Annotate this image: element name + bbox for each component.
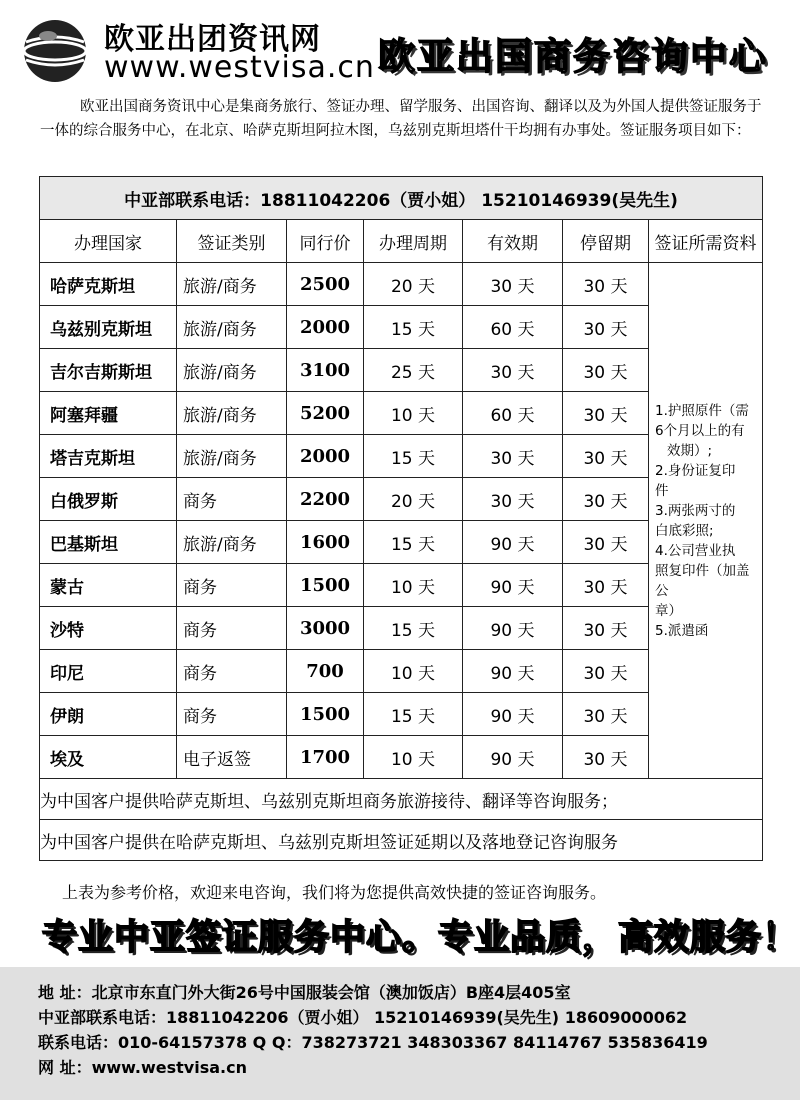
contact-row [40,177,763,220]
cell-period: 15 天 [364,306,463,349]
cell-price: 700 [287,650,364,693]
table-header-row [40,220,763,263]
cell-type: 旅游/商务 [177,521,287,564]
service-note-2: 为中国客户提供在哈萨克斯坦、乌兹别克斯坦签证延期以及落地登记咨询服务 [40,820,763,861]
cell-country: 蒙古 [40,564,177,607]
intro-paragraph: 欧亚出国商务资讯中心是集商务旅行、签证办理、留学服务、出国咨询、翻译以及为外国人提供签证服务于一体的综合服务中心，在北京、哈萨克斯坦阿拉木图，乌兹别克斯坦塔什干均拥有办事处。签证服务项目如下： [40,99,762,139]
cell-type: 商务 [177,478,287,521]
cell-period: 25 天 [364,349,463,392]
cell-stay: 30 天 [563,349,649,392]
col-header-type: 签证类别 [177,220,287,263]
cell-country: 吉尔吉斯斯坦 [40,349,177,392]
col-header-validity: 有效期 [463,220,563,263]
doc-item-3a: 3.两张两寸的 [655,502,736,519]
cell-type: 商务 [177,693,287,736]
cell-stay: 30 天 [563,607,649,650]
cell-country: 巴基斯坦 [40,521,177,564]
cell-type: 商务 [177,650,287,693]
cell-period: 15 天 [364,435,463,478]
cell-validity: 90 天 [463,693,563,736]
col-header-stay: 停留期 [563,220,649,263]
cell-type: 商务 [177,564,287,607]
cell-type: 旅游/商务 [177,306,287,349]
cell-country: 乌兹别克斯坦 [40,306,177,349]
price-footnote: 上表为参考价格，欢迎来电咨询，我们将为您提供高效快捷的签证咨询服务。 [62,883,607,902]
cell-stay: 30 天 [563,564,649,607]
col-header-documents: 签证所需资料 [649,220,763,263]
footer-dept-phone: 中亚部联系电话：18811042206（贾小姐） 15210146939(吴先生) 18609000062 [38,1008,688,1027]
doc-item-4a: 4.公司营业执 [655,542,736,559]
cell-period: 10 天 [364,650,463,693]
cell-stay: 30 天 [563,392,649,435]
center-title: 欧亚出国商务咨询中心 [378,34,768,78]
cell-validity: 60 天 [463,306,563,349]
cell-stay: 30 天 [563,521,649,564]
cell-country: 哈萨克斯坦 [40,263,177,306]
cell-type: 旅游/商务 [177,263,287,306]
doc-item-4b: 照复印件（加盖公 [655,562,750,599]
cell-price: 1700 [287,736,364,779]
brand-name: 欧亚出团资讯网 [104,22,321,57]
brand-url[interactable]: www.westvisa.cn [104,50,375,85]
cell-price: 2000 [287,435,364,478]
cell-validity: 90 天 [463,650,563,693]
cell-validity: 90 天 [463,564,563,607]
cell-period: 15 天 [364,693,463,736]
cell-stay: 30 天 [563,478,649,521]
col-header-country: 办理国家 [40,220,177,263]
service-note-row [40,820,763,861]
cell-validity: 90 天 [463,736,563,779]
service-note-1: 为中国客户提供哈萨克斯坦、乌兹别克斯坦商务旅游接待、翻译等咨询服务； [40,779,763,820]
footer-website[interactable]: 网 址：www.westvisa.cn [38,1058,247,1077]
col-header-period: 办理周期 [364,220,463,263]
cell-price: 2200 [287,478,364,521]
contact-phone-line: 中亚部联系电话：18811042206（贾小姐） 15210146939(吴先生) [40,177,763,220]
cell-price: 1500 [287,564,364,607]
cell-price: 1600 [287,521,364,564]
cell-stay: 30 天 [563,693,649,736]
cell-price: 2500 [287,263,364,306]
visa-price-table [39,176,763,861]
cell-validity: 30 天 [463,435,563,478]
cell-country: 埃及 [40,736,177,779]
doc-item-3b: 白底彩照; [655,522,714,539]
cell-type: 旅游/商务 [177,392,287,435]
cell-type: 旅游/商务 [177,435,287,478]
cell-period: 15 天 [364,521,463,564]
slogan: 专业中亚签证服务中心。专业品质，高效服务！ [42,918,799,958]
cell-country: 沙特 [40,607,177,650]
cell-country: 印尼 [40,650,177,693]
cell-price: 3000 [287,607,364,650]
cell-country: 伊朗 [40,693,177,736]
cell-price: 1500 [287,693,364,736]
cell-country: 塔吉克斯坦 [40,435,177,478]
cell-stay: 30 天 [563,306,649,349]
cell-period: 10 天 [364,564,463,607]
cell-price: 2000 [287,306,364,349]
cell-stay: 30 天 [563,263,649,306]
cell-validity: 60 天 [463,392,563,435]
required-documents-cell [649,263,763,779]
cell-type: 旅游/商务 [177,349,287,392]
col-header-price: 同行价 [287,220,364,263]
doc-item-1b: 6个月以上的有 [655,422,745,439]
cell-type: 商务 [177,607,287,650]
cell-period: 20 天 [364,478,463,521]
cell-stay: 30 天 [563,650,649,693]
cell-validity: 90 天 [463,607,563,650]
doc-item-5: 5.派遣函 [655,622,709,639]
cell-validity: 30 天 [463,478,563,521]
service-note-row [40,779,763,820]
cell-price: 3100 [287,349,364,392]
globe-logo-icon [22,18,88,84]
footer-contact-panel [0,967,800,1100]
cell-type: 电子返签 [177,736,287,779]
cell-country: 白俄罗斯 [40,478,177,521]
cell-validity: 30 天 [463,263,563,306]
doc-item-1a: 1.护照原件（需 [655,402,749,419]
doc-item-2b: 件 [655,482,669,499]
cell-country: 阿塞拜疆 [40,392,177,435]
cell-stay: 30 天 [563,435,649,478]
table-row [40,263,763,306]
cell-validity: 30 天 [463,349,563,392]
cell-validity: 90 天 [463,521,563,564]
footer-phone-qq: 联系电话：010-64157378 Q Q：738273721 348303367 84114767 535836419 [38,1033,708,1052]
doc-item-2a: 2.身份证复印 [655,462,736,479]
cell-period: 15 天 [364,607,463,650]
footer-address: 地 址：北京市东直门外大街26号中国服装会馆（澳加饭店）B座4层405室 [38,983,571,1002]
cell-stay: 30 天 [563,736,649,779]
cell-price: 5200 [287,392,364,435]
doc-item-1c: 效期）; [667,442,713,459]
doc-item-4c: 章） [655,602,682,619]
cell-period: 10 天 [364,736,463,779]
cell-period: 10 天 [364,392,463,435]
header [0,0,800,90]
cell-period: 20 天 [364,263,463,306]
